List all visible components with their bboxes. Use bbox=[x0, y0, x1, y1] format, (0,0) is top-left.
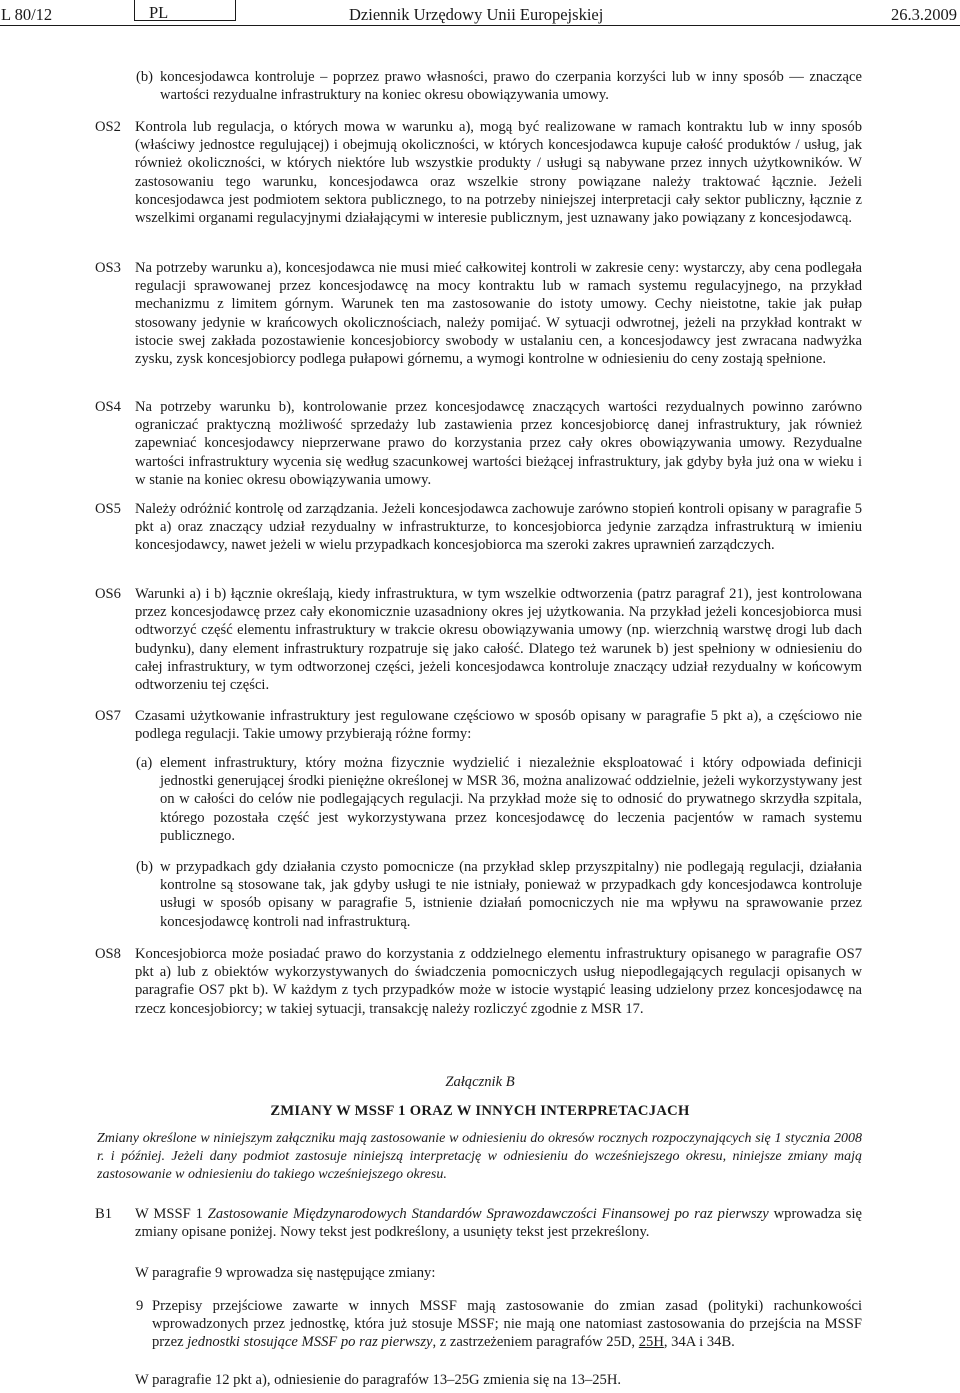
page-number: L 80/12 bbox=[1, 5, 53, 24]
os7-b-label: (b) bbox=[136, 859, 154, 875]
os7-a-label: (a) bbox=[136, 755, 153, 771]
header-rule bbox=[0, 25, 960, 26]
publication-date: 26.3.2009 bbox=[891, 5, 957, 24]
os4-label: OS4 bbox=[95, 399, 121, 415]
b1-paragraph-12-change: W paragrafie 12 pkt a), odniesienie do paragrafów 13–25G zmienia się na 13–25H. bbox=[135, 1372, 622, 1388]
paragraph-9-number: 9 bbox=[136, 1298, 144, 1314]
annex-label: Załącznik B bbox=[445, 1074, 515, 1090]
os7-label: OS7 bbox=[95, 708, 121, 724]
os8-text: Koncesjobiorca może posiadać prawo do korzystania z oddzielnego elementu infrastruktury opisanego w paragrafie OS7 pkt a) lub z obiektów wykorzystywanych do świadczenia pomocniczych usług niepodlegających regulacji opisanych w paragrafie OS7 pkt b). W każdym z tych przypadków może w istocie wystąpić leasing udzielony przez koncesjodawcę na rzecz koncesjobiorcy; w takiej sytuacji, transakcję należy rozliczyć zgodnie z MSR 17. bbox=[135, 946, 862, 1017]
os6-text: Warunki a) i b) łącznie określają, kiedy infrastruktura, w tym wszelkie odtworzenia (patrz paragraf 21), jest kontrolowana przez koncesjodawcę przez cały ekonomicznie uzasadniony okres jej użytkowania. Na przykład jeżeli koncesjobiorca musi odtworzyć część elementu infrastruktury w trakcie okresu obowiązywania umowy (np. wierzchnią warstwę drogi lub dach budynku), dany element infrastruktury rozpatruje się jako całość. Dlatego też warunek b) jest spełniony w odniesieniu do całej infrastruktury, w tym odtworzonej części, jeżeli koncesjodawca kontroluje znaczący udział rezydualny w końcowym odtworzeniu tej części. bbox=[135, 586, 862, 694]
b1-paragraph-9-intro: W paragrafie 9 wprowadza się następujące zmiany: bbox=[135, 1265, 436, 1281]
item-b-label: (b) bbox=[136, 69, 154, 85]
os5-text: Należy odróżnić kontrolę od zarządzania. Jeżeli koncesjodawca zachowuje zarówno stopień kontroli opisany w paragrafie 5 pkt a) oraz znaczący udział rezydualny w infrastrukturze, to koncesjobiorca jedynie zarządza infrastrukturą w imieniu koncesjodawcy, nawet jeżeli w wielu przypadkach koncesjobiorca ma szeroki zakres uprawnień zarządczych. bbox=[135, 501, 862, 554]
page-header bbox=[0, 0, 960, 26]
journal-title: Dziennik Urzędowy Unii Europejskiej bbox=[349, 5, 604, 24]
p9-part-5: , 34A i 34B. bbox=[663, 1334, 735, 1351]
b1-standard-title: Zastosowanie Międzynarodowych Standardów Sprawozdawczości Finansowej po raz pierwszy bbox=[207, 1206, 769, 1222]
os4-text: Na potrzeby warunku b), kontrolowanie przez koncesjodawcę znaczących wartości rezydualnych powinno zarówno ograniczać praktyczną możliwość sprzedaży lub zastawienia przez koncesjobiorcę danej infrastruktury, jak również zapewniać koncesjodawcy nieprzerwane prawo do korzystania przez cały okres obowiązywania umowy. Rezydualne wartości infrastruktury wycenia się według szacunkowej wartości bieżącej infrastruktury, jak gdyby była już ona w wieku i w stanie na koniec okresu obowiązywania umowy. bbox=[135, 399, 862, 488]
language-code: PL bbox=[149, 3, 169, 22]
item-b-text: koncesjodawca kontroluje – poprzez prawo własności, prawo do czerpania korzyści lub w inny sposób — znaczące wartości rezydualne infrastruktury na koniec okresu obowiązywania umowy. bbox=[160, 69, 862, 104]
os8-label: OS8 bbox=[95, 946, 121, 962]
annex-title: ZMIANY W MSSF 1 ORAZ W INNYCH INTERPRETACJACH bbox=[270, 1103, 690, 1119]
os3-label: OS3 bbox=[95, 260, 121, 276]
p9-part-1: Przepisy przejściowe zawarte w innych MSSF mają zastosowanie do zmian zasad (polityki) rachunkowości wprowadzonych przez jednostkę, która już stosuje MSSF; nie mają one natomiast zastosowania do przejścia na MSSF przez bbox=[152, 1298, 862, 1351]
b1-text bbox=[135, 1205, 862, 1241]
language-box bbox=[134, 0, 236, 21]
os7-b-text: w przypadkach gdy działania czysto pomocnicze (na przykład sklep przyszpitalny) nie podlegają regulacji, działania kontrolne są stosowane tak, jak gdyby usługi te nie istniały, ponieważ w przypadkach gdy koncesjodawca kontroluje usługi w sposób opisany w paragrafie 5, istnienie działań pomocniczych nie ma wpływu na sprawowanie przez koncesjodawcę kontroli nad infrastrukturą. bbox=[160, 859, 862, 930]
os2-text: Kontrola lub regulacja, o których mowa w warunku a), mogą być realizowane w ramach kontraktu lub w inny sposób (właściwy jednostce regulującej) i obejmują okoliczności, w których koncesjodawca kupuje całość produktów / usług, jak również okoliczności, w których niektóre lub wszystkie produkty / usługi są nabywane przez innych użytkowników. W zastosowaniu tego warunku, koncesjodawca oraz wszelkie strony powiązane należy traktować łącznie. Jeżeli koncesjodawca jest podmiotem sektora publicznego, to na potrzeby niniejszej interpretacji cały sektor publiczny, łącznie z wszelkimi organami regulacyjnymi działającymi w interesie publicznym, jest uznawany jako powiązany z koncesjodawcą. bbox=[135, 119, 862, 227]
p9-first-time-adopters: jednostki stosujące MSSF po raz pierwszy bbox=[187, 1334, 433, 1351]
p9-part-3: , z zastrzeżeniem paragrafów 25D, bbox=[432, 1334, 639, 1351]
os2-label: OS2 bbox=[95, 119, 121, 135]
b1-text-part-1: W MSSF 1 bbox=[135, 1206, 208, 1222]
os7-a-text: element infrastruktury, który można fizycznie wydzielić i niezależnie eksploatować i który odpowiada definicji jednostki generującej środki pieniężne określonej w MSR 36, można analizować oddzielnie, jeżeli wykorzystywany jest on w całości do celów nie podlegających regulacji. Na przykład może się to odnosić do prywatnego skrzydła szpitala, którego pozostała część jest wykorzystywana przez koncesjodawcę do leczenia pacjentów w ramach systemu publicznego. bbox=[160, 755, 862, 844]
b1-text-part-3: wprowadza się zmiany opisane poniżej. Nowy tekst jest podkreślony, a usunięty tekst jest przekreślony. bbox=[135, 1206, 862, 1241]
os6-label: OS6 bbox=[95, 586, 121, 602]
paragraph-9-text bbox=[152, 1297, 862, 1352]
os3-text: Na potrzeby warunku a), koncesjodawca nie musi mieć całkowitej kontroli w zakresie ceny: wystarczy, aby cena podlegała regulacji sprawowanej przez koncesjodawcę na mocy kontraktu lub w ramach systemu regulacyjnego, na przykład mechanizmu z limitem górnym. Warunek ten ma zastosowanie do istoty umowy. Cechy nieistotne, takie jak pułap stosowany jedynie w krańcowych okolicznościach, należy pomijać. W sytuacji odwrotnej, jeżeli na przykład kontrakt w istocie swej zakłada pozostawienie koncesjobiorcy swobody w ustalaniu cen, a koncesjodawcy jest zwracana nadwyżka zysku, zysk koncesjobiorcy podlega pułapowi górnemu, a wymogi kontrolne w odniesieniu do ceny zostają spełnione. bbox=[135, 260, 862, 368]
os5-label: OS5 bbox=[95, 501, 121, 517]
p9-new-reference: 25H bbox=[638, 1334, 664, 1351]
annex-intro: Zmiany określone w niniejszym załączniku mają zastosowanie w odniesieniu do okresów rocznych rozpoczynających się 1 stycznia 2008 r. i później. Jeżeli dany podmiot zastosuje niniejszą interpretację w odniesieniu do wcześniejszego okresu, niniejsze zmiany mają zastosowanie w odniesieniu do takiego wcześniejszego okresu. bbox=[97, 1131, 862, 1183]
b1-label: B1 bbox=[95, 1206, 113, 1222]
os7-text: Czasami użytkowanie infrastruktury jest regulowane częściowo w sposób opisany w paragrafie 5 pkt a), a częściowo nie podlega regulacji. Takie umowy przybierają różne formy: bbox=[135, 708, 862, 743]
